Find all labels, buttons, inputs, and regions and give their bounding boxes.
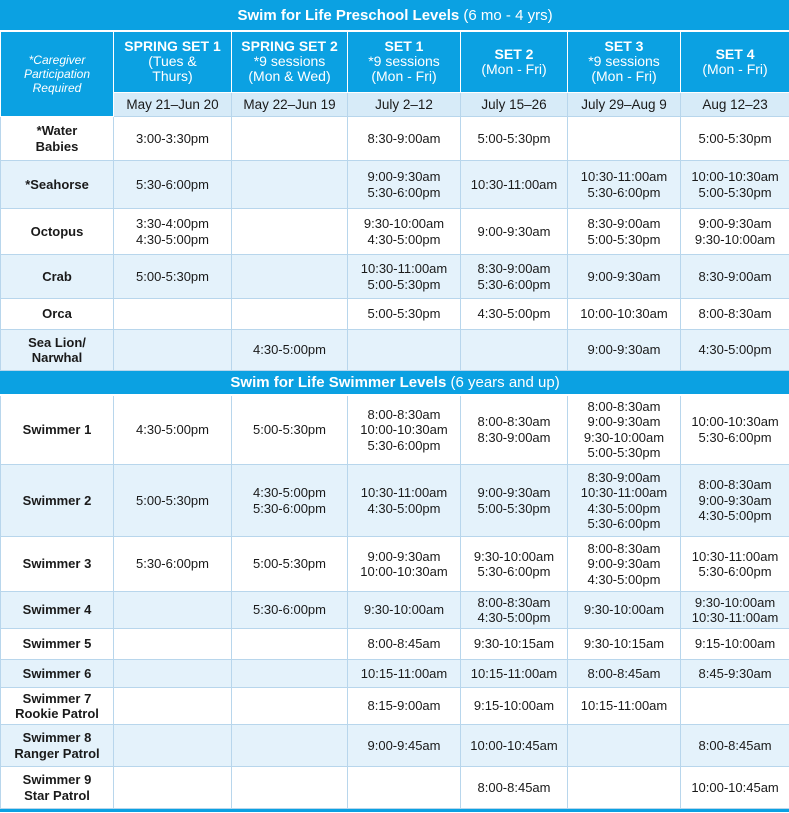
time-cell (568, 255, 681, 299)
time-cell (232, 209, 348, 255)
time-slot: 4:30-5:00pm (367, 500, 441, 516)
column-subtitle (684, 62, 786, 77)
time-cell (681, 688, 789, 725)
caregiver-line: Participation (23, 66, 91, 81)
time-slot: 5:30-6:00pm (477, 564, 551, 579)
level-name (1, 725, 114, 767)
table-row (1, 537, 789, 592)
level-name-line: Octopus (30, 223, 84, 239)
time-slot: 8:00-8:30am (367, 406, 441, 422)
time-cell (348, 767, 461, 809)
time-cell (461, 537, 568, 592)
column-dates: July 29–Aug 9 (568, 93, 681, 117)
caregiver-line: Required (32, 80, 82, 95)
time-slot: 10:30-11:00am (580, 169, 668, 184)
time-cell (232, 395, 348, 465)
time-slot: 9:00-9:30am (587, 342, 661, 358)
preschool-title-age: (6 mo - 4 yrs) (463, 6, 553, 24)
column-subtitle-line: (Mon & Wed) (248, 68, 331, 85)
level-name-line: Swimmer 4 (22, 602, 92, 618)
time-cell (114, 767, 232, 809)
time-cell (232, 537, 348, 592)
time-cell (461, 629, 568, 660)
time-slot: 5:30-6:00pm (477, 276, 551, 292)
time-cell (114, 117, 232, 161)
level-name-line: Babies (35, 138, 79, 154)
column-subtitle (117, 54, 228, 84)
time-slot: 8:00-8:45am (367, 636, 441, 652)
time-cell (681, 592, 789, 629)
time-slot: 9:30-10:00am (363, 216, 445, 231)
time-slot: 5:00-5:30pm (253, 422, 326, 437)
time-slot: 9:30-10:00am (473, 548, 555, 564)
time-slot: 5:00-5:30pm (136, 492, 209, 508)
table-row (1, 465, 789, 537)
time-slot: 4:30-5:00pm (136, 422, 209, 437)
time-slot: 5:00-5:30pm (477, 500, 551, 516)
time-slot: 8:30-9:00am (587, 216, 661, 231)
preschool-title (1, 1, 789, 31)
time-slot: 9:00-9:30am (477, 223, 551, 239)
time-cell (461, 725, 568, 767)
column-subtitle-line: *9 sessions (253, 53, 326, 70)
time-slot: 10:30-11:00am (580, 485, 668, 500)
time-slot: 10:15-11:00am (470, 665, 558, 681)
time-slot: 9:00-9:30am (367, 169, 441, 184)
time-slot: 10:30-11:00am (470, 176, 558, 192)
time-cell (681, 395, 789, 465)
level-name-line: Swimmer 5 (22, 636, 92, 652)
time-cell (568, 117, 681, 161)
level-name-line: Narwhal (31, 350, 83, 365)
column-dates: May 21–Jun 20 (114, 93, 232, 117)
time-cell (461, 117, 568, 161)
time-slot: 10:15-11:00am (580, 698, 668, 714)
time-slot: 5:30-6:00pm (253, 602, 326, 618)
table-row (1, 725, 789, 767)
level-name (1, 161, 114, 209)
preschool-title-bold: Swim for Life Preschool Levels (237, 6, 460, 24)
time-cell (114, 660, 232, 688)
time-cell (114, 209, 232, 255)
time-slot: 8:30-9:00am (367, 130, 441, 146)
time-cell (681, 161, 789, 209)
level-name-line: *Water (36, 123, 78, 138)
level-name (1, 395, 114, 465)
column-header (461, 31, 568, 93)
time-cell (114, 629, 232, 660)
column-name: SPRING SET 2 (241, 38, 338, 55)
time-slot: 8:30-9:00am (477, 261, 551, 276)
time-slot: 10:00-10:30am (691, 169, 779, 184)
time-cell (114, 592, 232, 629)
column-header (681, 31, 789, 93)
time-cell (681, 629, 789, 660)
time-slot: 9:30-10:00am (583, 602, 665, 618)
time-cell (232, 725, 348, 767)
time-slot: 4:30-5:00pm (587, 571, 661, 587)
time-cell (348, 117, 461, 161)
table-row (1, 767, 789, 809)
bottom-bar (0, 809, 789, 812)
time-cell (461, 767, 568, 809)
time-slot: 4:30-5:00pm (136, 231, 209, 247)
time-slot: 9:00-9:30am (698, 216, 772, 231)
time-slot: 5:00-5:30pm (367, 276, 441, 292)
time-slot: 10:00-10:30am (580, 306, 668, 322)
time-slot: 3:00-3:30pm (136, 130, 209, 146)
time-cell (114, 725, 232, 767)
time-slot: 5:00-5:30pm (136, 268, 209, 284)
column-subtitle (351, 54, 457, 84)
time-cell (461, 209, 568, 255)
column-subtitle-line: (Mon - Fri) (481, 60, 547, 77)
time-cell (568, 767, 681, 809)
column-subtitle (235, 54, 344, 84)
time-slot: 9:00-9:30am (587, 556, 661, 572)
table-row (1, 592, 789, 629)
table-row (1, 117, 789, 161)
time-slot: 10:00-10:45am (691, 779, 779, 795)
time-slot: 8:00-8:30am (587, 398, 661, 414)
time-cell (114, 330, 232, 371)
table-row (1, 299, 789, 330)
time-slot: 9:30-10:15am (583, 636, 665, 652)
time-slot: 5:30-6:00pm (587, 516, 661, 531)
swimmer-title (1, 371, 789, 395)
time-slot: 9:30-10:00am (694, 594, 776, 610)
level-name-line: Swimmer 6 (22, 665, 92, 681)
preschool-title-row (1, 1, 789, 31)
time-slot: 10:15-11:00am (360, 665, 448, 681)
time-slot: 5:30-6:00pm (136, 556, 209, 572)
time-cell (568, 209, 681, 255)
time-slot: 9:00-9:45am (367, 737, 441, 753)
time-slot: 3:30-4:00pm (136, 216, 209, 231)
level-name (1, 465, 114, 537)
level-name (1, 629, 114, 660)
time-cell (348, 209, 461, 255)
time-slot: 10:00-10:30am (360, 422, 448, 437)
level-name-line: Star Patrol (24, 787, 90, 803)
time-cell (568, 395, 681, 465)
time-cell (681, 299, 789, 330)
time-slot: 5:00-5:30pm (253, 556, 326, 572)
time-cell (348, 395, 461, 465)
column-name: SET 3 (604, 38, 644, 55)
column-subtitle-line: *9 sessions (588, 53, 660, 70)
time-cell (568, 537, 681, 592)
time-cell (348, 465, 461, 537)
column-header (348, 31, 461, 93)
time-slot: 9:00-9:30am (587, 268, 661, 284)
column-header-row (1, 31, 789, 93)
level-name (1, 255, 114, 299)
time-cell (348, 537, 461, 592)
time-slot: 5:30-6:00pm (698, 564, 772, 579)
column-name: SET 2 (494, 45, 534, 62)
level-name-line: Swimmer 1 (22, 422, 92, 437)
time-cell (461, 161, 568, 209)
level-name-line: Ranger Patrol (14, 745, 100, 761)
column-header (114, 31, 232, 93)
swimmer-title-row (1, 371, 789, 395)
time-slot: 9:00-9:30am (587, 414, 661, 430)
time-cell (114, 465, 232, 537)
level-name-line: Swimmer 8 (22, 730, 92, 745)
table-row (1, 161, 789, 209)
time-cell (681, 465, 789, 537)
time-slot: 5:30-6:00pm (698, 429, 772, 445)
time-slot: 8:00-8:45am (698, 737, 772, 753)
time-cell (461, 299, 568, 330)
column-header (568, 31, 681, 93)
table-row (1, 660, 789, 688)
time-slot: 9:00-9:30am (477, 485, 551, 500)
time-cell (114, 537, 232, 592)
time-slot: 10:00-10:30am (360, 564, 448, 579)
time-cell (232, 688, 348, 725)
time-slot: 9:00-9:30am (698, 492, 772, 508)
time-cell (232, 767, 348, 809)
time-slot: 5:30-6:00pm (367, 437, 441, 453)
time-slot: 10:30-11:00am (360, 261, 448, 276)
time-slot: 8:00-8:45am (477, 779, 551, 795)
time-cell (348, 255, 461, 299)
time-cell (232, 592, 348, 629)
time-slot: 8:00-8:30am (477, 594, 551, 610)
time-cell (348, 299, 461, 330)
time-cell (114, 299, 232, 330)
time-cell (348, 161, 461, 209)
time-slot: 8:00-8:30am (477, 414, 551, 430)
level-name-line: *Seahorse (25, 176, 89, 192)
time-cell (232, 330, 348, 371)
time-slot: 8:00-8:30am (698, 477, 772, 493)
dates-row (1, 93, 789, 117)
time-slot: 8:30-9:00am (477, 429, 551, 445)
time-slot: 4:30-5:00pm (587, 500, 661, 516)
column-dates: Aug 12–23 (681, 93, 789, 117)
time-slot: 4:30-5:00pm (477, 306, 551, 322)
table-row (1, 255, 789, 299)
column-dates: July 15–26 (461, 93, 568, 117)
time-cell (461, 330, 568, 371)
time-slot: 8:00-8:45am (587, 665, 661, 681)
time-cell (681, 209, 789, 255)
level-name-line: Orca (42, 306, 72, 322)
time-slot: 9:15-10:00am (473, 698, 555, 714)
time-cell (568, 299, 681, 330)
column-name: SPRING SET 1 (124, 38, 221, 55)
time-slot: 9:00-9:30am (367, 548, 441, 564)
time-slot: 8:45-9:30am (698, 665, 772, 681)
level-name-line: Swimmer 9 (22, 772, 92, 787)
time-cell (114, 688, 232, 725)
time-cell (568, 660, 681, 688)
time-slot: 5:30-6:00pm (253, 500, 326, 516)
time-cell (232, 629, 348, 660)
time-cell (681, 537, 789, 592)
time-slot: 10:00-10:45am (470, 737, 558, 753)
swimmer-title-bold: Swim for Life Swimmer Levels (230, 373, 447, 391)
time-cell (681, 660, 789, 688)
time-cell (114, 255, 232, 299)
time-cell (232, 117, 348, 161)
column-subtitle-line: (Mon - Fri) (371, 68, 437, 85)
time-cell (568, 592, 681, 629)
time-slot: 8:30-9:00am (587, 469, 661, 485)
column-subtitle (571, 54, 677, 84)
time-cell (461, 592, 568, 629)
time-slot: 4:30-5:00pm (698, 508, 772, 524)
time-cell (681, 330, 789, 371)
level-name-line: Swimmer 3 (22, 556, 92, 572)
column-subtitle (464, 62, 564, 77)
time-slot: 4:30-5:00pm (253, 485, 326, 500)
time-cell (461, 465, 568, 537)
time-cell (461, 688, 568, 725)
time-cell (461, 660, 568, 688)
time-cell (568, 161, 681, 209)
time-cell (681, 255, 789, 299)
time-cell (681, 117, 789, 161)
time-slot: 9:30-10:00am (694, 231, 776, 247)
level-name (1, 767, 114, 809)
time-cell (348, 660, 461, 688)
time-cell (568, 725, 681, 767)
time-slot: 5:00-5:30pm (587, 445, 661, 461)
time-slot: 10:30-11:00am (691, 610, 779, 625)
table-row (1, 688, 789, 725)
time-slot: 5:00-5:30pm (698, 130, 772, 146)
time-slot: 5:30-6:00pm (367, 184, 441, 200)
time-slot: 10:00-10:30am (691, 414, 779, 430)
level-name-line: Rookie Patrol (15, 706, 99, 721)
level-name-line: Swimmer 2 (22, 492, 92, 508)
time-cell (461, 395, 568, 465)
time-cell (461, 255, 568, 299)
time-slot: 4:30-5:00pm (253, 342, 326, 358)
level-name-line: Sea Lion/ (28, 334, 86, 350)
time-slot: 9:30-10:15am (473, 636, 555, 652)
time-slot: 8:00-8:30am (587, 540, 661, 556)
column-subtitle-line: (Mon - Fri) (702, 60, 768, 77)
time-cell (681, 767, 789, 809)
caregiver-note (1, 31, 114, 117)
level-name (1, 660, 114, 688)
time-slot: 5:00-5:30pm (587, 231, 661, 247)
time-cell (232, 255, 348, 299)
time-cell (681, 725, 789, 767)
time-cell (232, 299, 348, 330)
time-slot: 5:00-5:30pm (367, 306, 441, 322)
time-slot: 4:30-5:00pm (477, 610, 551, 625)
time-slot: 9:30-10:00am (583, 429, 665, 445)
column-subtitle-line: (Tues & (148, 53, 197, 70)
caregiver-line: *Caregiver (28, 52, 86, 67)
level-name-line: Swimmer 7 (22, 690, 92, 706)
time-slot: 5:30-6:00pm (136, 176, 209, 192)
time-cell (232, 465, 348, 537)
swimmer-title-age: (6 years and up) (450, 373, 560, 391)
time-cell (232, 660, 348, 688)
time-cell (348, 725, 461, 767)
time-slot: 4:30-5:00pm (698, 342, 772, 358)
time-slot: 5:00-5:30pm (477, 130, 551, 146)
column-name: SET 1 (384, 38, 424, 55)
level-name (1, 592, 114, 629)
time-cell (348, 592, 461, 629)
column-name: SET 4 (715, 45, 755, 62)
column-subtitle-line: Thurs) (152, 68, 193, 85)
time-cell (348, 629, 461, 660)
time-cell (568, 465, 681, 537)
time-slot: 10:30-11:00am (691, 548, 779, 564)
time-slot: 8:30-9:00am (698, 268, 772, 284)
table-row (1, 209, 789, 255)
time-slot: 10:30-11:00am (360, 485, 448, 500)
time-cell (568, 330, 681, 371)
time-cell (114, 395, 232, 465)
table-row (1, 330, 789, 371)
time-cell (348, 688, 461, 725)
time-cell (114, 161, 232, 209)
level-name (1, 688, 114, 725)
time-slot: 9:15-10:00am (694, 636, 776, 652)
column-header (232, 31, 348, 93)
time-slot: 5:00-5:30pm (698, 184, 772, 200)
time-slot: 8:15-9:00am (367, 698, 441, 714)
time-slot: 5:30-6:00pm (587, 184, 661, 200)
column-dates: July 2–12 (348, 93, 461, 117)
level-name (1, 537, 114, 592)
time-cell (568, 688, 681, 725)
column-subtitle-line: (Mon - Fri) (591, 68, 657, 85)
level-name (1, 209, 114, 255)
level-name-line: Crab (42, 268, 72, 284)
column-dates: May 22–Jun 19 (232, 93, 348, 117)
level-name (1, 117, 114, 161)
time-slot: 8:00-8:30am (698, 306, 772, 322)
time-cell (232, 161, 348, 209)
level-name (1, 299, 114, 330)
table-row (1, 629, 789, 660)
time-cell (348, 330, 461, 371)
table-row (1, 395, 789, 465)
time-slot: 9:30-10:00am (363, 602, 445, 618)
time-slot: 4:30-5:00pm (367, 231, 441, 247)
time-cell (568, 629, 681, 660)
level-name (1, 330, 114, 371)
column-subtitle-line: *9 sessions (368, 53, 440, 70)
